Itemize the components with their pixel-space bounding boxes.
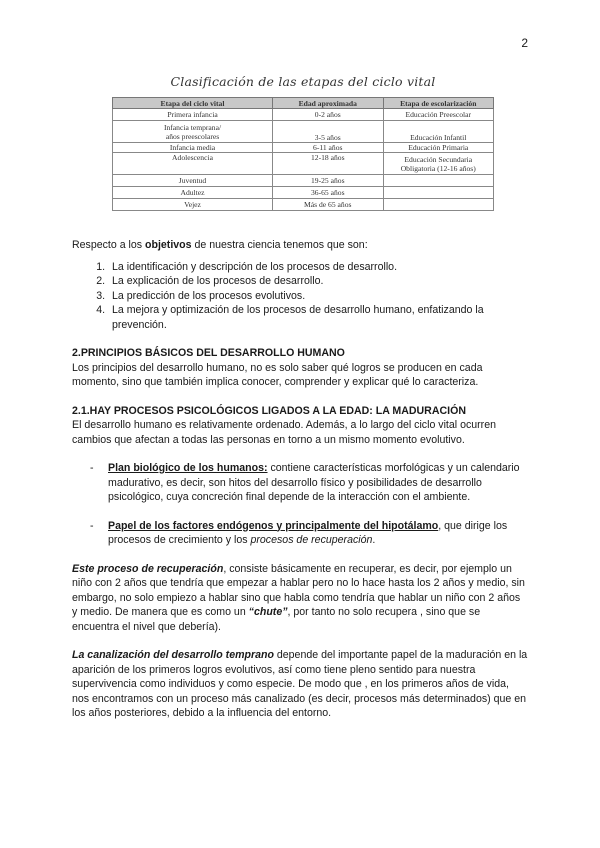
section-heading-maturation: 2.1.HAY PROCESOS PSICOLÓGICOS LIGADOS A LA EDAD: LA MADURACIÓN [72,404,466,417]
life-cycle-stages-table [112,97,494,211]
objectives-keyword: objetivos [145,239,192,251]
table-header-cell: Edad aproximada [273,98,383,109]
list-item: 4. La mejora y optimización de los procesos de desarrollo humano, enfatizando la prevención. [108,303,528,332]
table-cell [383,175,494,187]
table-row [113,143,494,153]
table-cell: Educación Secundaria Obligatoria (12-16 años) [383,153,494,175]
table-cell: Infancia temprana/ años preescolares [113,121,273,143]
paragraph-maturation: El desarrollo humano es relativamente ordenado. Además, a lo largo del ciclo vital ocurren cambios que afectan a todas las personas en torno a un mismo momento evolutivo. [72,419,496,446]
dash-bullet: - [90,462,94,474]
table-header-cell: Etapa de escolarización [383,98,494,109]
document-body [72,238,528,721]
table-row [113,199,494,211]
bullet-title: Papel de los factores endógenos y principalmente del hipotálamo [108,519,439,532]
table-cell: Educación Infantil [383,121,494,143]
life-cycle-table-figure [112,74,494,211]
table-cell: Vejez [113,199,273,211]
table-cell: 6-11 años [273,143,383,153]
table-cell: Educación Preescolar [383,109,494,121]
table-row [113,121,494,143]
table-header-row [113,98,494,109]
table-row [113,109,494,121]
table-cell: 36-65 años [273,187,383,199]
recovery-lead: Este proceso de recuperación [72,562,224,575]
table-cell: 0-2 años [273,109,383,121]
bullet-title: Plan biológico de los humanos: [108,462,268,474]
table-cell [383,187,494,199]
table-title: Clasificación de las etapas del ciclo vital [170,74,436,89]
table-cell: Educación Primaria [383,143,494,153]
paragraph-principles: Los principios del desarrollo humano, no es solo saber qué logros se producen en cada momento, sino que también implica conocer, comprender y explicar qué lo caracteriza. [72,361,483,388]
table-cell: 3-5 años [273,121,383,143]
list-item: - Papel de los factores endógenos y principalmente del hipotálamo, que dirige los procesos de crecimiento y los procesos de recuperación. [90,519,508,546]
dash-bullet: - [90,519,94,532]
table-cell: Infancia media [113,143,273,153]
factors-list [72,461,528,548]
table-cell: Juventud [113,175,273,187]
objectives-intro: Respecto a los objetivos de nuestra ciencia tenemos que son: [72,239,368,251]
list-item: - Plan biológico de los humanos: contiene características morfológicas y un calendario madurativo, es decir, son hitos del desarrollo físico y posibilidades de desarrollo psicológico, cuya concreción final depende de la interacción con el ambiente. [90,462,520,503]
page-number: 2 [521,36,528,50]
table-cell: Adolescencia [113,153,273,175]
objectives-list [72,260,528,333]
table-row [113,187,494,199]
table-cell [383,199,494,211]
table-row [113,153,494,175]
list-item: 3. La predicción de los procesos evolutivos. [108,289,528,304]
table-cell: 19-25 años [273,175,383,187]
list-item: 2. La explicación de los procesos de desarrollo. [108,274,528,289]
table-cell: Primera infancia [113,109,273,121]
table-cell: Adultez [113,187,273,199]
paragraph-canalization: La canalización del desarrollo temprano depende del importante papel de la maduración en la aparición de los primeros logros evolutivos, así como tiene pleno sentido para nuestra supervivencia como individuos y como especie. De modo que , en los primeros años de vida, nos encontramos con un proceso más canalizado (es decir, procesos más determinados) que en los años posteriores, debido a la influencia del entorno. [72,649,528,719]
paragraph-recovery: Este proceso de recuperación, consiste básicamente en recuperar, es decir, por ejemplo un niño con 2 años que tendría que empezar a hablar pero no lo hace hasta los 2 años y medio, sin embargo, no solo empiezo a hablar sino que habla como tendría que hablar un niño con 2 años y medio. De manera que es como un “chute”, por tanto no solo recupera , sino que se encuentra el nivel que debería). [72,562,525,633]
table-header-cell: Etapa del ciclo vital [113,98,273,109]
table-cell: Más de 65 años [273,199,383,211]
canalization-lead: La canalización del desarrollo temprano [72,649,274,661]
table-cell: 12-18 años [273,153,383,175]
list-item: 1. La identificación y descripción de los procesos de desarrollo. [108,260,528,275]
table-row [113,175,494,187]
recovery-quote: “chute” [248,606,288,618]
section-heading-principles: 2.PRINCIPIOS BÁSICOS DEL DESARROLLO HUMANO [72,347,345,359]
